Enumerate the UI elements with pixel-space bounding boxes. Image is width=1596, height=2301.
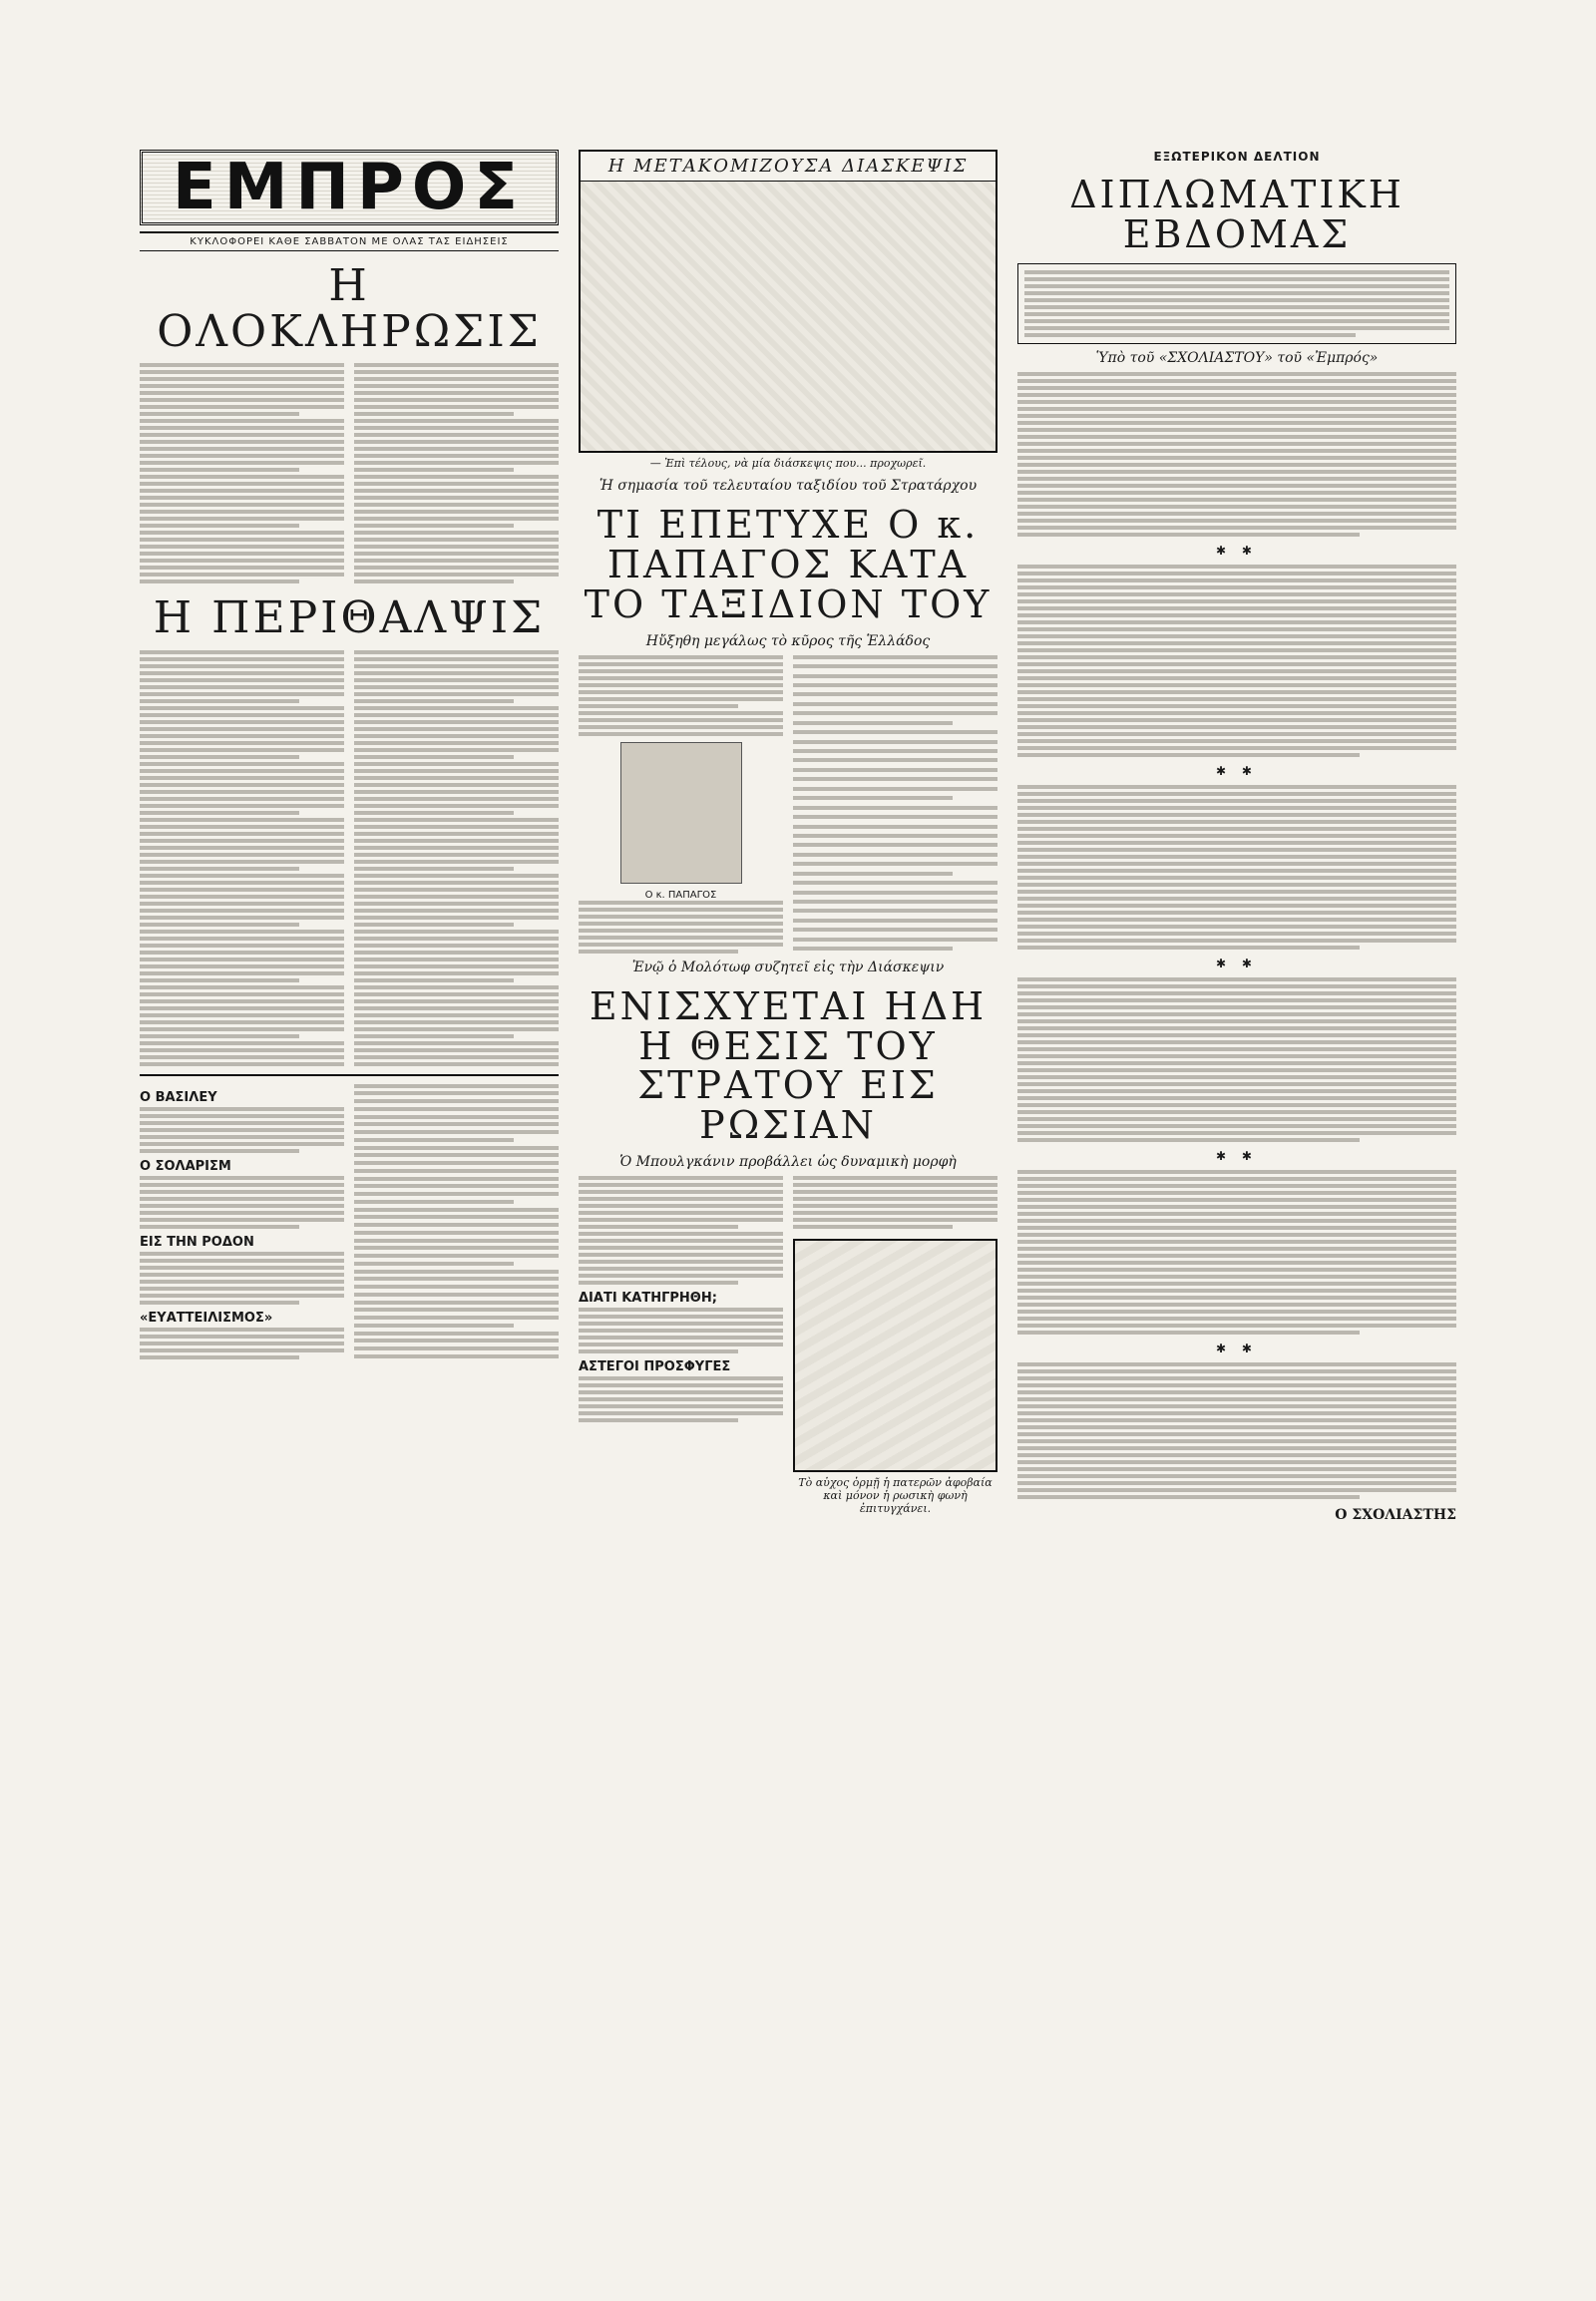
molotov-kicker: Ἐνῷ ὁ Μολότωφ συζητεῖ εἰς τὴν Διάσκεψιν [631, 959, 945, 975]
newspaper-page [140, 150, 1456, 2264]
headline-army-russia: ΕΝΙΣΧΥΕΤΑΙ ΗΔΗ Η ΘΕΣΙΣ ΤΟΥ ΣΤΡΑΤΟΥ ΕΙΣ ΡΩΣΙΑΝ [589, 983, 988, 1148]
photo-caption: Ο κ. ΠΑΠΑΓΟΣ [644, 889, 717, 901]
section-diati: ΔΙΑΤΙ ΚΑΤΗΓΡΗΘΗ; [579, 1291, 717, 1307]
section-solarism: Ο ΣΟΛΑΡΙΣΜ [140, 1158, 231, 1174]
section-vasilefs: Ο ΒΑΣΙΛΕΥ [140, 1089, 217, 1105]
summary-box [1017, 263, 1456, 344]
cartoon-caption: — Ἐπὶ τέλους, νὰ μία διάσκεψις που... προχωρεῖ. [649, 457, 927, 470]
headline-perithalpsis: Η ΠΕΡΙΘΑΛΨΙΣ [153, 592, 546, 644]
penguin-cartoon [793, 1239, 998, 1472]
headline-olokliroseis: Η ΟΛΟΚΛΗΡΩΣΙΣ [157, 260, 542, 358]
cartoon-conference [579, 150, 998, 453]
russia-article [579, 1176, 998, 1523]
left-column [140, 150, 559, 1359]
divider [140, 1074, 559, 1076]
article-body-2 [140, 650, 559, 1066]
signature: Ο ΣΧΟΛΙΑΣΤΗΣ [1335, 1506, 1456, 1523]
papagos-subhead: Ηὔξηθη μεγάλως τὸ κῦρος τῆς Ἑλλάδος [645, 632, 931, 649]
right-column [1017, 150, 1456, 1523]
penguin-caption: Τὸ αὐχος ὁρμῇ ἡ πατερῶν ἀφοβαία καὶ μόνον ἡ ρωσικὴ φωνὴ ἐπιτυγχάνει. [798, 1476, 993, 1516]
cartoon-title: Η ΜΕΤΑΚΟΜΙΖΟΥΣΑ ΔΙΑΣΚΕΨΙΣ [581, 152, 996, 182]
section-astegoi: ΑΣΤΕΓΟΙ ΠΡΟΣΦΥΓΕΣ [579, 1359, 731, 1375]
middle-column [579, 150, 998, 1523]
byline: Ὑπὸ τοῦ «ΣΧΟΛΙΑΣΤΟΥ» τοῦ «Ἐμπρός» [1095, 349, 1379, 366]
masthead-tagline: ΚΥΚΛΟΦΟΡΕΙ ΚΑΘΕ ΣΑΒΒΑΤΟΝ ΜΕ ΟΛΑΣ ΤΑΣ ΕΙΔΗΣΕΙΣ [140, 231, 559, 251]
bulganin-subhead: Ὁ Μπουλγκάνιν προβάλλει ὡς δυναμικὴ μορφὴ [619, 1154, 957, 1171]
section-rodon: ΕΙΣ ΤΗΝ ΡΟΔΟΝ [140, 1234, 254, 1250]
article-body-1 [140, 363, 559, 583]
diplomatic-body: ✱ ✱ ✱ ✱ ✱ ✱ ✱ ✱ ✱ ✱ [1017, 372, 1456, 1499]
headline-papagos: ΤΙ ΕΠΕΤΥΧΕ Ο κ. ΠΑΠΑΓΟΣ ΚΑΤΑ ΤΟ ΤΑΞΙΔΙΟΝ ΤΟΥ [584, 503, 993, 626]
short-items [140, 1084, 559, 1359]
papagos-kicker: Ἡ σημασία τοῦ τελευταίου ταξιδίου τοῦ Στρατάρχου [598, 478, 978, 494]
foreign-bulletin-tag: ΕΞΩΤΕΡΙΚΟΝ ΔΕΛΤΙΟΝ [1153, 150, 1321, 164]
headline-diplomatic-week: ΔΙΠΛΩΜΑΤΙΚΗ ΕΒΔΟΜΑΣ [1069, 173, 1404, 256]
section-evaggelismos: «ΕΥΑΤΤΕΙΛΙΣΜΟΣ» [140, 1310, 273, 1326]
masthead-title: ΕΜΠΡΟΣ [140, 150, 559, 225]
papagos-article [579, 655, 998, 954]
papagos-photo [620, 742, 742, 884]
